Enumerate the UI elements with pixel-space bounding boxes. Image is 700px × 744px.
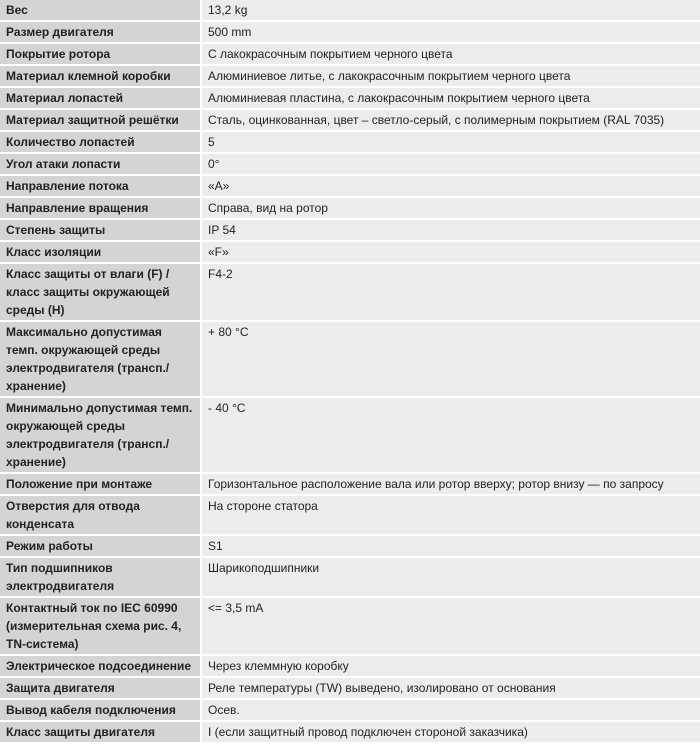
row-value: Осев. (201, 699, 700, 721)
table-row (0, 557, 700, 597)
row-value: IP 54 (201, 219, 700, 241)
row-label: Класс защиты от влаги (F) / класс защиты окружающей среды (H) (0, 263, 201, 321)
table-row (0, 677, 700, 699)
table-row (0, 721, 700, 743)
table-row (0, 21, 700, 43)
row-label: Отверстия для отвода конденсата (0, 495, 201, 535)
row-value: - 40 °C (201, 397, 700, 473)
table-row (0, 321, 700, 397)
table-row (0, 175, 700, 197)
row-label: Максимально допустимая темп. окружающей среды электродвигателя (трансп./хранение) (0, 321, 201, 397)
table-row (0, 0, 700, 21)
table-row (0, 109, 700, 131)
row-value: 0° (201, 153, 700, 175)
table-row (0, 219, 700, 241)
row-label: Материал лопастей (0, 87, 201, 109)
row-label: Количество лопастей (0, 131, 201, 153)
row-value: <= 3,5 mA (201, 597, 700, 655)
row-value: На стороне статора (201, 495, 700, 535)
row-label: Угол атаки лопасти (0, 153, 201, 175)
row-label: Режим работы (0, 535, 201, 557)
row-value: Через клеммную коробку (201, 655, 700, 677)
row-value: «A» (201, 175, 700, 197)
row-label: Материал клемной коробки (0, 65, 201, 87)
row-value: Алюминиевая пластина, с лакокрасочным покрытием черного цвета (201, 87, 700, 109)
row-label: Направление потока (0, 175, 201, 197)
row-value: Горизонтальное расположение вала или ротор вверху; ротор внизу — по запросу (201, 473, 700, 495)
table-row (0, 397, 700, 473)
row-value: F4-2 (201, 263, 700, 321)
table-row (0, 699, 700, 721)
row-label: Контактный ток по IEC 60990 (измерительная схема рис. 4, TN-система) (0, 597, 201, 655)
table-row (0, 87, 700, 109)
row-value: 5 (201, 131, 700, 153)
row-label: Положение при монтаже (0, 473, 201, 495)
row-value: Шарикоподшипники (201, 557, 700, 597)
row-label: Направление вращения (0, 197, 201, 219)
row-value: 13,2 kg (201, 0, 700, 21)
row-value: Сталь, оцинкованная, цвет – светло-серый, с полимерным покрытием (RAL 7035) (201, 109, 700, 131)
table-row (0, 153, 700, 175)
row-value: + 80 °C (201, 321, 700, 397)
table-row (0, 131, 700, 153)
row-label: Степень защиты (0, 219, 201, 241)
row-value: I (если защитный провод подключен стороной заказчика) (201, 721, 700, 743)
table-row (0, 535, 700, 557)
row-value: S1 (201, 535, 700, 557)
table-row (0, 65, 700, 87)
table-row (0, 597, 700, 655)
row-value: 500 mm (201, 21, 700, 43)
row-value: Реле температуры (TW) выведено, изолировано от основания (201, 677, 700, 699)
row-label: Минимально допустимая темп. окружающей среды электродвигателя (трансп./хранение) (0, 397, 201, 473)
table-row (0, 241, 700, 263)
table-row (0, 655, 700, 677)
table-row (0, 473, 700, 495)
row-label: Электрическое подсоединение (0, 655, 201, 677)
row-label: Материал защитной решётки (0, 109, 201, 131)
row-value: Справа, вид на ротор (201, 197, 700, 219)
row-value: Алюминиевое литье, с лакокрасочным покрытием черного цвета (201, 65, 700, 87)
row-label: Класс изоляции (0, 241, 201, 263)
table-row (0, 43, 700, 65)
table-row (0, 263, 700, 321)
row-label: Вес (0, 0, 201, 21)
table-row (0, 197, 700, 219)
row-value: «F» (201, 241, 700, 263)
table-row (0, 495, 700, 535)
row-label: Защита двигателя (0, 677, 201, 699)
row-value: С лакокрасочным покрытием черного цвета (201, 43, 700, 65)
row-label: Размер двигателя (0, 21, 201, 43)
row-label: Покрытие ротора (0, 43, 201, 65)
row-label: Вывод кабеля подключения (0, 699, 201, 721)
row-label: Тип подшипников электродвигателя (0, 557, 201, 597)
row-label: Класс защиты двигателя (0, 721, 201, 743)
